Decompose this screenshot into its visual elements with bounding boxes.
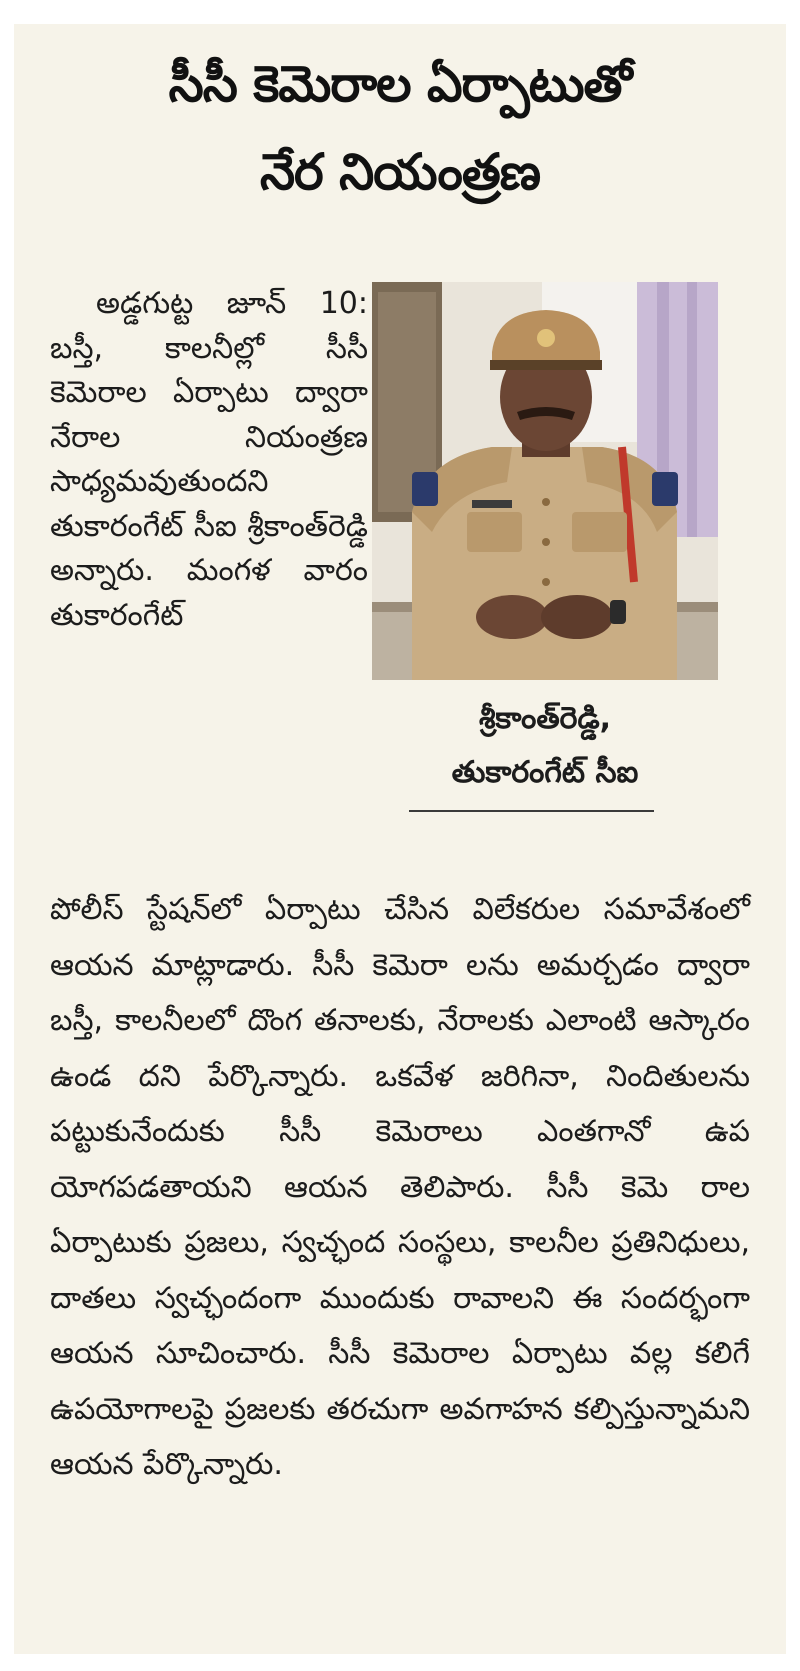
photo-caption [372,692,718,800]
photo-name-tag [472,500,512,508]
lead-paragraph [50,282,368,638]
body-text: పోలీస్ స్టేషన్‌లో ఏర్పాటు చేసిన విలేకరుల సమావేశంలో ఆయన మాట్లాడారు. సీసీ కెమెరా లను అమర్చడం ద్వారా బస్తీ, కాలనీలలో దొంగ తనాలకు, నేరాలకు ఎలాంటి ఆస్కారం ఉండ దని పేర్కొన్నారు. ఒకవేళ జరిగినా, నిందితులను పట్టుకునేందుకు సీసీ కెమెరాలు ఎంతగానో ఉప యోగపడతాయని ఆయన తెలిపారు. సీసీ కెమె రాల ఏర్పాటుకు ప్రజలు, స్వచ్ఛంద సంస్థలు, కాలనీల ప్రతినిధులు, దాతలు స్వచ్ఛందంగా ముందుకు రావాలని ఈ సందర్భంగా ఆయన సూచించారు. సీసీ కెమెరాల ఏర్పాటు వల్ల కలిగే ఉపయోగాలపై ప్రజలకు తరచుగా అవగాహన కల్పిస్తున్నామని ఆయన పేర్కొన్నారు. [50,892,750,1482]
newspaper-clipping [14,24,786,1654]
officer-photo [372,282,718,680]
caption-line-2: తుకారంగేట్ సీఐ [451,755,639,790]
officer-photo-illustration [372,282,718,680]
body-paragraph [50,882,750,1493]
photo-hands [476,595,548,639]
photo-shoulder-badge-left [412,472,438,506]
lead-text: అడ్డగుట్ట జూన్ 10: బస్తీ, కాలనీల్లో సీసీ కెమెరాల ఏర్పాటు ద్వారా నేరాల నియంత్రణ సాధ్యమవుతుందని తుకారంగేట్ సీఐ శ్రీకాంత్‌రెడ్డి అన్నారు. మంగళ వారం తుకారంగేట్ [50,286,368,633]
photo-watch [610,600,626,624]
headline-line-2: నేర నియంత్రణ [259,143,541,201]
caption-line-1: శ్రీకాంత్‌రెడ్డి, [478,701,612,736]
headline-line-1: సీసీ కెమెరాల ఏర్పాటుతో [168,55,632,113]
headline [14,40,786,216]
photo-shoulder-badge-right [652,472,678,506]
photo-cap-badge [537,329,555,347]
caption-divider [409,810,654,812]
